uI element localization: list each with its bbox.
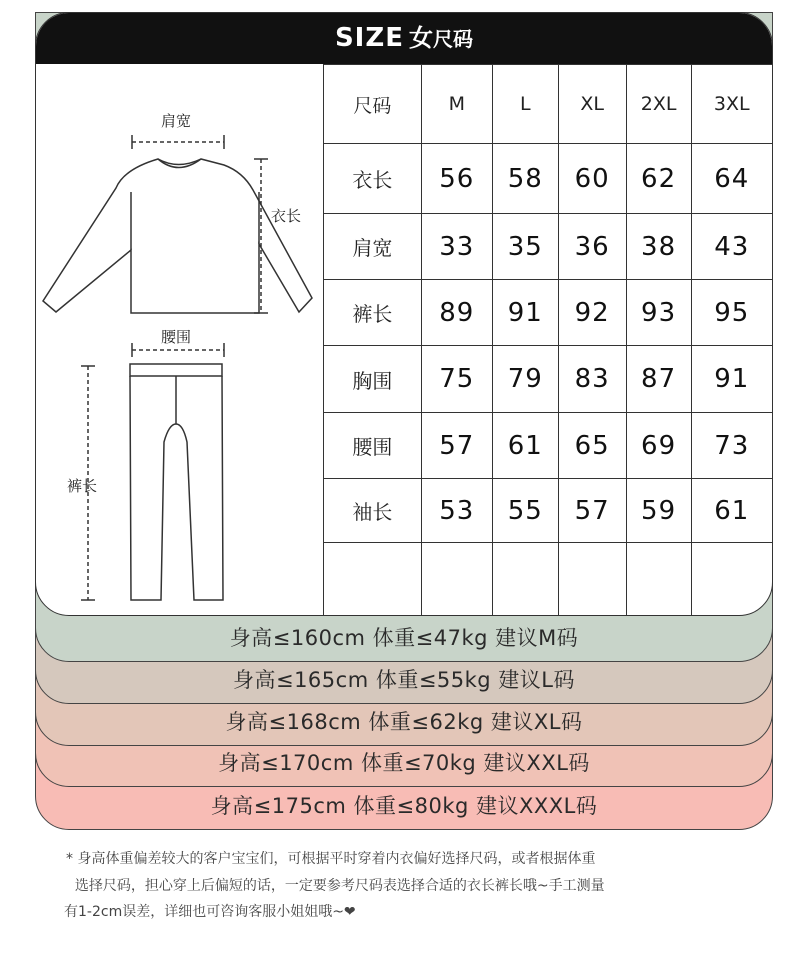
top-garment-outline [43,159,312,313]
table-cell: 62 [626,144,691,214]
table-cell: 60 [558,144,626,214]
size-chart-card [35,12,773,616]
column-header: 2XL [626,65,691,144]
table-cell: 89 [421,280,492,346]
table-cell: 91 [691,346,772,413]
table-cell: 35 [492,214,558,280]
table-cell: 79 [492,346,558,413]
table-cell: 57 [421,413,492,479]
footnote-line: 选择尺码，担心穿上后偏短的话，一定要参考尺码表选择合适的衣长裤长哦~手工测量 [66,877,605,894]
row-label: 肩宽 [324,214,422,280]
title-subtitle: 尺码 [433,27,474,51]
table-cell: 33 [421,214,492,280]
size-table [323,64,772,616]
table-cell: 69 [626,413,691,479]
table-header-row [324,65,773,144]
footnote-line: * 身高体重偏差较大的客户宝宝们，可根据平时穿着内衣偏好选择尺码，或者根据体重 [66,851,596,867]
garment-length-label: 衣长 [271,207,302,225]
table-cell: 58 [492,144,558,214]
table-cell: 59 [626,479,691,543]
table-cell-empty [691,543,772,617]
table-cell: 38 [626,214,691,280]
table-cell: 56 [421,144,492,214]
recommendation-text: 身高≤168cm 体重≤62kg 建议XL码 [225,710,583,734]
table-cell-empty [558,543,626,617]
table-cell: 53 [421,479,492,543]
title-chinese: 女 [409,24,434,52]
table-cell: 57 [558,479,626,543]
table-row [324,144,773,214]
table-cell: 43 [691,214,772,280]
table-cell-empty [626,543,691,617]
table-cell: 61 [691,479,772,543]
footnote [66,846,766,926]
table-row-empty [324,543,773,617]
row-label: 腰围 [324,413,422,479]
table-row [324,280,773,346]
recommendation-text: 身高≤160cm 体重≤47kg 建议M码 [229,626,579,650]
table-cell: 93 [626,280,691,346]
column-header: M [421,65,492,144]
table-row [324,413,773,479]
shoulder-width-label: 肩宽 [161,112,192,130]
table-row [324,346,773,413]
table-cell: 55 [492,479,558,543]
row-label: 衣长 [324,144,422,214]
garment-diagram [36,64,323,616]
table-row [324,214,773,280]
table-cell-empty [324,543,422,617]
row-label: 袖长 [324,479,422,543]
table-cell: 36 [558,214,626,280]
table-cell: 95 [691,280,772,346]
table-cell: 61 [492,413,558,479]
table-cell: 87 [626,346,691,413]
row-label: 裤长 [324,280,422,346]
table-row [324,479,773,543]
column-header: L [492,65,558,144]
table-cell: 73 [691,413,772,479]
table-cell: 65 [558,413,626,479]
recommendation-text: 身高≤165cm 体重≤55kg 建议L码 [232,668,576,692]
page-title [36,13,772,64]
table-cell: 83 [558,346,626,413]
column-header: 3XL [691,65,772,144]
title-english: SIZE [334,23,404,53]
column-header-size: 尺码 [324,65,422,144]
table-cell: 64 [691,144,772,214]
table-cell: 91 [492,280,558,346]
column-header: XL [558,65,626,144]
table-cell: 92 [558,280,626,346]
pants-length-label: 裤长 [67,477,98,495]
footnote-line: 有1-2cm误差，详细也可咨询客服小姐姐哦~❤ [64,904,356,920]
waist-label: 腰围 [161,328,192,346]
row-label: 胸围 [324,346,422,413]
recommendation-text: 身高≤175cm 体重≤80kg 建议XXXL码 [210,794,598,818]
table-cell-empty [421,543,492,617]
recommendation-text: 身高≤170cm 体重≤70kg 建议XXL码 [218,751,590,775]
pants-waistband [130,364,222,376]
table-cell-empty [492,543,558,617]
table-cell: 75 [421,346,492,413]
